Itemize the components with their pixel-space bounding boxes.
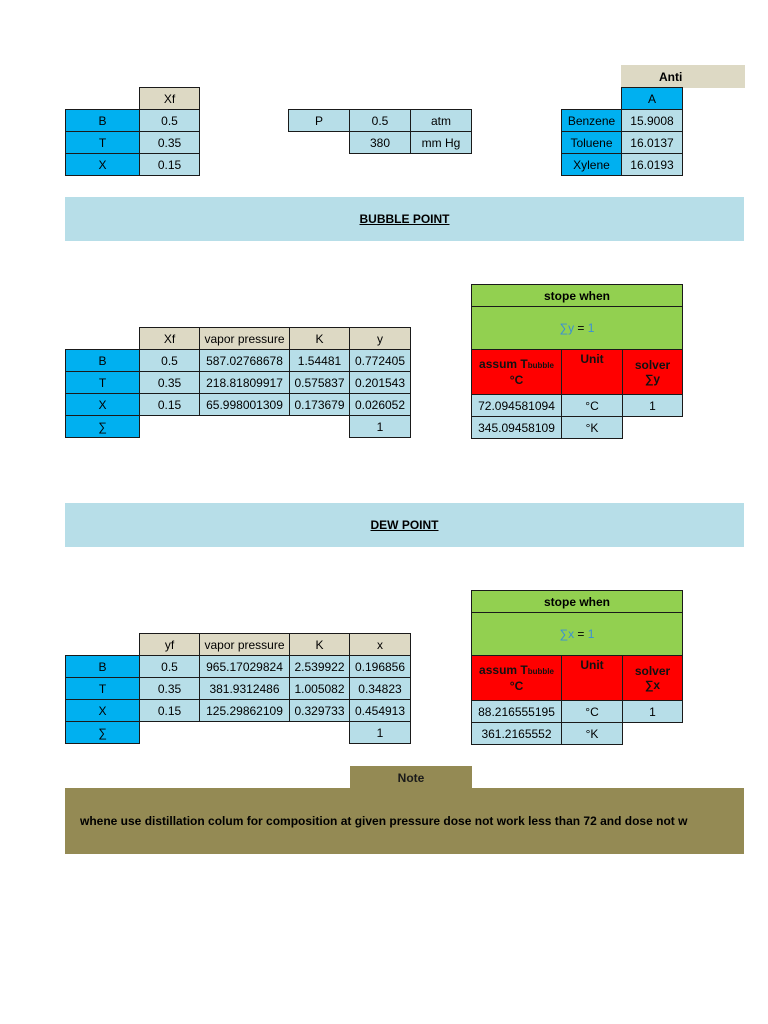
bubble-assum-unit: °C bbox=[509, 373, 524, 387]
antoine-name-toluene[interactable]: Toluene bbox=[561, 131, 622, 154]
dew-unit-header: Unit bbox=[561, 655, 623, 701]
bubble-sum-value[interactable]: 1 bbox=[349, 415, 411, 438]
feed-header: Xf bbox=[139, 87, 200, 110]
feed-value-t[interactable]: 0.35 bbox=[139, 131, 200, 154]
bubble-k-x[interactable]: 0.173679 bbox=[289, 393, 350, 416]
dew-assum-sub: bubble bbox=[527, 667, 554, 676]
dew-temp-c[interactable]: 88.216555195 bbox=[471, 700, 562, 723]
bubble-header-xf: Xf bbox=[139, 327, 200, 350]
pressure-unit-atm[interactable]: atm bbox=[410, 109, 472, 132]
bubble-stop-condition bbox=[471, 306, 683, 350]
note-title: Note bbox=[350, 766, 472, 789]
dew-yf-b[interactable]: 0.5 bbox=[139, 655, 200, 678]
antoine-title: Anti bbox=[621, 65, 745, 88]
bubble-vp-t[interactable]: 218.81809917 bbox=[199, 371, 290, 394]
dew-vp-b[interactable]: 965.17029824 bbox=[199, 655, 290, 678]
dew-solver-sum: ∑x bbox=[644, 678, 661, 692]
dew-point-banner bbox=[65, 503, 744, 547]
dew-row-label-x[interactable]: X bbox=[65, 699, 140, 722]
bubble-stop-var: ∑y bbox=[559, 321, 575, 335]
antoine-name-xylene[interactable]: Xylene bbox=[561, 153, 622, 176]
note-text: whene use distillation colum for composition at given pressure dose not work less than 72 and dose not w bbox=[80, 814, 688, 828]
dew-assum-label: assum T bbox=[479, 663, 528, 677]
antoine-name-benzene[interactable]: Benzene bbox=[561, 109, 622, 132]
dew-vp-x[interactable]: 125.29862109 bbox=[199, 699, 290, 722]
bubble-temp-k[interactable]: 345.09458109 bbox=[471, 416, 562, 439]
bubble-stop-val: 1 bbox=[587, 321, 595, 335]
dew-unit-k[interactable]: °K bbox=[561, 722, 623, 745]
dew-header-x: x bbox=[349, 633, 411, 656]
bubble-point-banner bbox=[65, 197, 744, 241]
dew-header-yf: yf bbox=[139, 633, 200, 656]
dew-k-b[interactable]: 2.539922 bbox=[289, 655, 350, 678]
dew-unit-c[interactable]: °C bbox=[561, 700, 623, 723]
dew-vp-t[interactable]: 381.9312486 bbox=[199, 677, 290, 700]
bubble-k-b[interactable]: 1.54481 bbox=[289, 349, 350, 372]
dew-k-t[interactable]: 1.005082 bbox=[289, 677, 350, 700]
dew-x-b[interactable]: 0.196856 bbox=[349, 655, 411, 678]
feed-value-b[interactable]: 0.5 bbox=[139, 109, 200, 132]
bubble-header-y: y bbox=[349, 327, 411, 350]
bubble-row-label-x[interactable]: X bbox=[65, 393, 140, 416]
dew-row-label-b[interactable]: B bbox=[65, 655, 140, 678]
dew-x-x[interactable]: 0.454913 bbox=[349, 699, 411, 722]
antoine-a-xylene[interactable]: 16.0193 bbox=[621, 153, 683, 176]
dew-sum-value[interactable]: 1 bbox=[349, 721, 411, 744]
dew-assum-header bbox=[471, 655, 562, 701]
bubble-vp-b[interactable]: 587.02768678 bbox=[199, 349, 290, 372]
dew-assum-unit: °C bbox=[509, 679, 524, 693]
bubble-stop-title: stope when bbox=[471, 284, 683, 307]
bubble-point-title: BUBBLE POINT bbox=[359, 212, 450, 226]
antoine-a-benzene[interactable]: 15.9008 bbox=[621, 109, 683, 132]
dew-solver-value[interactable]: 1 bbox=[622, 700, 683, 723]
dew-temp-k[interactable]: 361.2165552 bbox=[471, 722, 562, 745]
bubble-row-label-b[interactable]: B bbox=[65, 349, 140, 372]
dew-stop-condition bbox=[471, 612, 683, 656]
bubble-y-t[interactable]: 0.201543 bbox=[349, 371, 411, 394]
bubble-k-t[interactable]: 0.575837 bbox=[289, 371, 350, 394]
bubble-unit-header: Unit bbox=[561, 349, 623, 395]
dew-x-t[interactable]: 0.34823 bbox=[349, 677, 411, 700]
bubble-y-x[interactable]: 0.026052 bbox=[349, 393, 411, 416]
dew-point-title: DEW POINT bbox=[370, 518, 439, 532]
bubble-solver-sum: ∑y bbox=[644, 372, 661, 386]
dew-solver-header bbox=[622, 655, 683, 701]
dew-header-vp: vapor pressure bbox=[199, 633, 290, 656]
pressure-unit-mmhg[interactable]: mm Hg bbox=[410, 131, 472, 154]
bubble-assum-label: assum T bbox=[479, 357, 528, 371]
bubble-unit-c[interactable]: °C bbox=[561, 394, 623, 417]
bubble-row-label-t[interactable]: T bbox=[65, 371, 140, 394]
bubble-xf-t[interactable]: 0.35 bbox=[139, 371, 200, 394]
antoine-col-a: A bbox=[621, 87, 683, 110]
dew-yf-x[interactable]: 0.15 bbox=[139, 699, 200, 722]
dew-stop-eq: = bbox=[577, 627, 585, 641]
bubble-xf-b[interactable]: 0.5 bbox=[139, 349, 200, 372]
bubble-temp-c[interactable]: 72.094581094 bbox=[471, 394, 562, 417]
bubble-solver-header bbox=[622, 349, 683, 395]
dew-stop-var: ∑x bbox=[559, 627, 575, 641]
bubble-header-vp: vapor pressure bbox=[199, 327, 290, 350]
bubble-vp-x[interactable]: 65.998001309 bbox=[199, 393, 290, 416]
dew-stop-val: 1 bbox=[587, 627, 595, 641]
pressure-label[interactable]: P bbox=[288, 109, 350, 132]
dew-k-x[interactable]: 0.329733 bbox=[289, 699, 350, 722]
dew-sum-label[interactable]: ∑ bbox=[65, 721, 140, 744]
dew-yf-t[interactable]: 0.35 bbox=[139, 677, 200, 700]
bubble-unit-k[interactable]: °K bbox=[561, 416, 623, 439]
bubble-assum-header bbox=[471, 349, 562, 395]
dew-solver-label: solver bbox=[634, 664, 671, 678]
bubble-header-k: K bbox=[289, 327, 350, 350]
dew-header-k: K bbox=[289, 633, 350, 656]
bubble-xf-x[interactable]: 0.15 bbox=[139, 393, 200, 416]
bubble-y-b[interactable]: 0.772405 bbox=[349, 349, 411, 372]
feed-label-b[interactable]: B bbox=[65, 109, 140, 132]
bubble-solver-value[interactable]: 1 bbox=[622, 394, 683, 417]
dew-stop-title: stope when bbox=[471, 590, 683, 613]
bubble-assum-sub: bubble bbox=[527, 361, 554, 370]
dew-row-label-t[interactable]: T bbox=[65, 677, 140, 700]
pressure-value-mmhg[interactable]: 380 bbox=[349, 131, 411, 154]
pressure-value-atm[interactable]: 0.5 bbox=[349, 109, 411, 132]
bubble-solver-label: solver bbox=[634, 358, 671, 372]
feed-value-x[interactable]: 0.15 bbox=[139, 153, 200, 176]
feed-label-x[interactable]: X bbox=[65, 153, 140, 176]
bubble-stop-eq: = bbox=[577, 321, 585, 335]
note-banner bbox=[65, 788, 744, 854]
bubble-sum-label[interactable]: ∑ bbox=[65, 415, 140, 438]
antoine-a-toluene[interactable]: 16.0137 bbox=[621, 131, 683, 154]
feed-label-t[interactable]: T bbox=[65, 131, 140, 154]
